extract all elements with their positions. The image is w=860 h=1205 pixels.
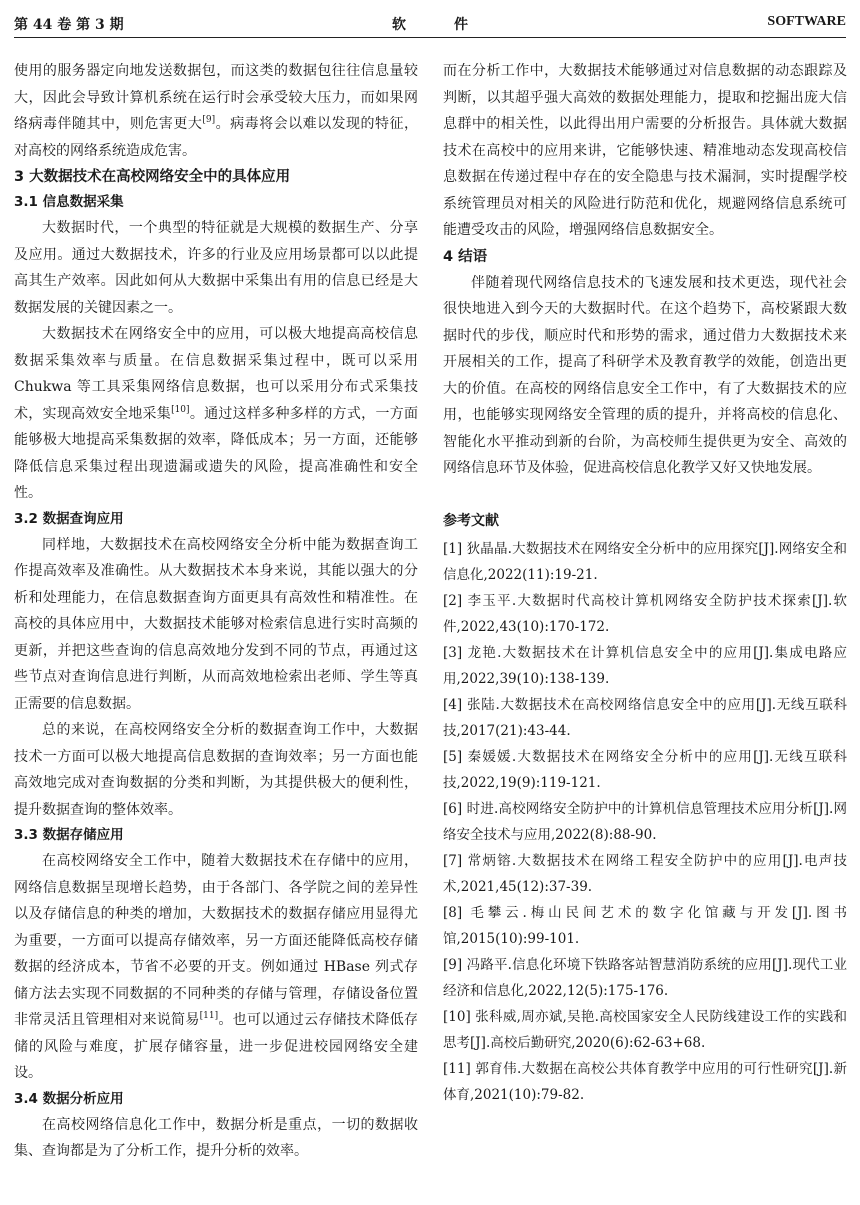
journal-volume-issue: 第 44 卷 第 3 期 [14,17,124,33]
reference-item: [2] 李玉平.大数据时代高校计算机网络安全防护技术探索[J].软件,2022,43(10):170-172. [443,592,847,635]
section-heading-3: 3 大数据技术在高校网络安全中的具体应用 [14,169,291,185]
reference-item: [9] 冯路平.信息化环境下铁路客站智慧消防系统的应用[J].现代工业经济和信息化,2022,12(5):175-176. [443,956,847,999]
citation[interactable]: [9] [202,115,216,125]
paragraph: 大数据技术在网络安全中的应用，可以极大地提高高校信息数据采集效率与质量。在信息数据采集过程中，既可以采用 Chukwa 等工具采集网络信息数据，也可以采用分布式采集技术，实现高效安全地采集[10]。通过这样多种多样的方式，一方面能够极大地提高采集数据的效率，降低成本；另一方面，还能够降低信息采集过程出现遗漏或遗失的风险，提高准确性和安全性。 [14,326,418,501]
citation[interactable]: [11] [199,1011,219,1021]
subsection-heading-3-1: 3.1 信息数据采集 [14,194,124,210]
left-column [14,58,418,1165]
reference-item: [3] 龙艳.大数据技术在计算机信息安全中的应用[J].集成电路应用,2022,39(10):138-139. [443,644,847,687]
subsection-heading-3-4: 3.4 数据分析应用 [14,1090,124,1107]
journal-name-english: SOFTWARE [767,14,846,29]
reference-item: [5] 秦媛媛.大数据技术在网络安全分析中的应用[J].无线互联科技,2022,19(9):119-121. [443,748,847,791]
paragraph: 而在分析工作中，大数据技术能够通过对信息数据的动态跟踪及判断，以其超乎强大高效的数据处理能力，提取和挖掘出庞大信息群中的相关性，以此得出用户需要的分析报告。具体就大数据技术在高校中的应用来讲，它能够快速、精准地动态发现高校信息数据在传递过程中存在的安全隐患与技术漏洞，实时提醒学校系统管理员对相关的风险进行防范和优化，规避网络信息系统可能遭受攻击的风险，增强网络信息数据安全。 [443,63,847,238]
paragraph: 使用的服务器定向地发送数据包，而这类的数据包往往信息量较大，因此会导致计算机系统在运行时会承受较大压力，而如果网络病毒伴随其中，则危害更大[9]。病毒将会以难以发现的特征，对高校的网络系统造成危害。 [14,63,419,159]
reference-item: [10] 张科威,周亦斌,吴艳.高校国家安全人民防线建设工作的实践和思考[J].高校后勤研究,2020(6):62-63+68. [443,1008,847,1051]
reference-item: [11] 郭育伟.大数据在高校公共体育教学中应用的可行性研究[J].新体育,2021(10):79-82. [443,1060,847,1103]
subsection-heading-3-3: 3.3 数据存储应用 [14,827,124,843]
reference-item: [4] 张陆.大数据技术在高校网络信息安全中的应用[J].无线互联科技,2017(21):43-44. [443,696,847,739]
paragraph: 总的来说，在高校网络安全分析的数据查询工作中，大数据技术一方面可以极大地提高信息数据的查询效率；另一方面也能高效地完成对查询数据的分类和判断，为其提供极大的便利性，提升数据查询的整体效率。 [14,722,418,818]
reference-item: [8] 毛攀云.梅山民间艺术的数字化馆藏与开发[J].图书馆,2015(10):99-101. [443,904,847,947]
references-heading: 参考文献 [443,512,499,529]
journal-name: 软件 [392,17,516,33]
subsection-heading-3-2: 3.2 数据查询应用 [14,510,124,527]
reference-list [443,536,847,1108]
running-header [14,10,846,36]
reference-item: [1] 狄晶晶.大数据技术在网络安全分析中的应用探究[J].网络安全和信息化,2022(11):19-21. [443,540,847,583]
reference-item: [6] 时进.高校网络安全防护中的计算机信息管理技术应用分析[J].网络安全技术与应用,2022(8):88-90. [443,800,847,843]
header-rule [14,37,846,38]
right-column [443,58,847,1108]
reference-item: [7] 常炳镕.大数据技术在网络工程安全防护中的应用[J].电声技术,2021,45(12):37-39. [443,852,847,895]
paragraph: 伴随着现代网络信息技术的飞速发展和技术更迭，现代社会很快地进入到今天的大数据时代。在这个趋势下，高校紧跟大数据时代的步伐，顺应时代和形势的需求，通过借力大数据技术来开展相关的工作，提高了科研学术及教育教学的效能，创造出更大的价值。在高校的网络信息安全工作中，有了大数据技术的应用，也能够实现网络安全管理的质的提升，并将高校的信息化、智能化水平推动到新的台阶，为高校师生提供更为安全、高效的网络信息环节及体验，促进高校信息化教学又好又快地发展。 [443,274,847,476]
citation[interactable]: [10] [171,404,190,415]
paragraph: 大数据时代，一个典型的特征就是大规模的数据生产、分享及应用。通过大数据技术，许多的行业及应用场景都可以以此提高其生产效率。因此如何从大数据中采集出有用的信息已经是大数据发展的关键因素之一。 [14,220,418,316]
paragraph: 同样地，大数据技术在高校网络安全分析中能为数据查询工作提高效率及准确性。从大数据技术本身来说，其能以强大的分析和处理能力，在信息数据查询方面更具有高效性和精准性。在高校的具体应用中，大数据技术能够对检索信息进行实时高频的更新，并把这些查询的信息高效地分发到不同的节点，再通过这些节点对查询信息进行判断，从而高效地检索出老师、学生等真正需要的信息数据。 [14,536,418,712]
section-heading-4: 4 结语 [443,248,488,265]
paragraph: 在高校网络信息化工作中，数据分析是重点，一切的数据收集、查询都是为了分析工作，提升分析的效率。 [14,1116,418,1159]
paragraph: 在高校网络安全工作中，随着大数据技术在存储中的应用，网络信息数据呈现增长趋势，由于各部门、各学院之间的差异性以及存储信息的种类的增加，大数据技术的数据存储应用显得尤为重要，一方面可以提高存储效率，另一方面还能降低高校存储数据的经济成本，节省不必要的开支。例如通过 HBase 列式存储方法去实现不同数据的不同种类的存储与管理，存储设备位置非常灵活且管理相对来说简易[11]。也可以通过云存储技术降低存储的风险与难度，扩展存储容量，进一步促进校园网络安全建设。 [14,853,419,1081]
